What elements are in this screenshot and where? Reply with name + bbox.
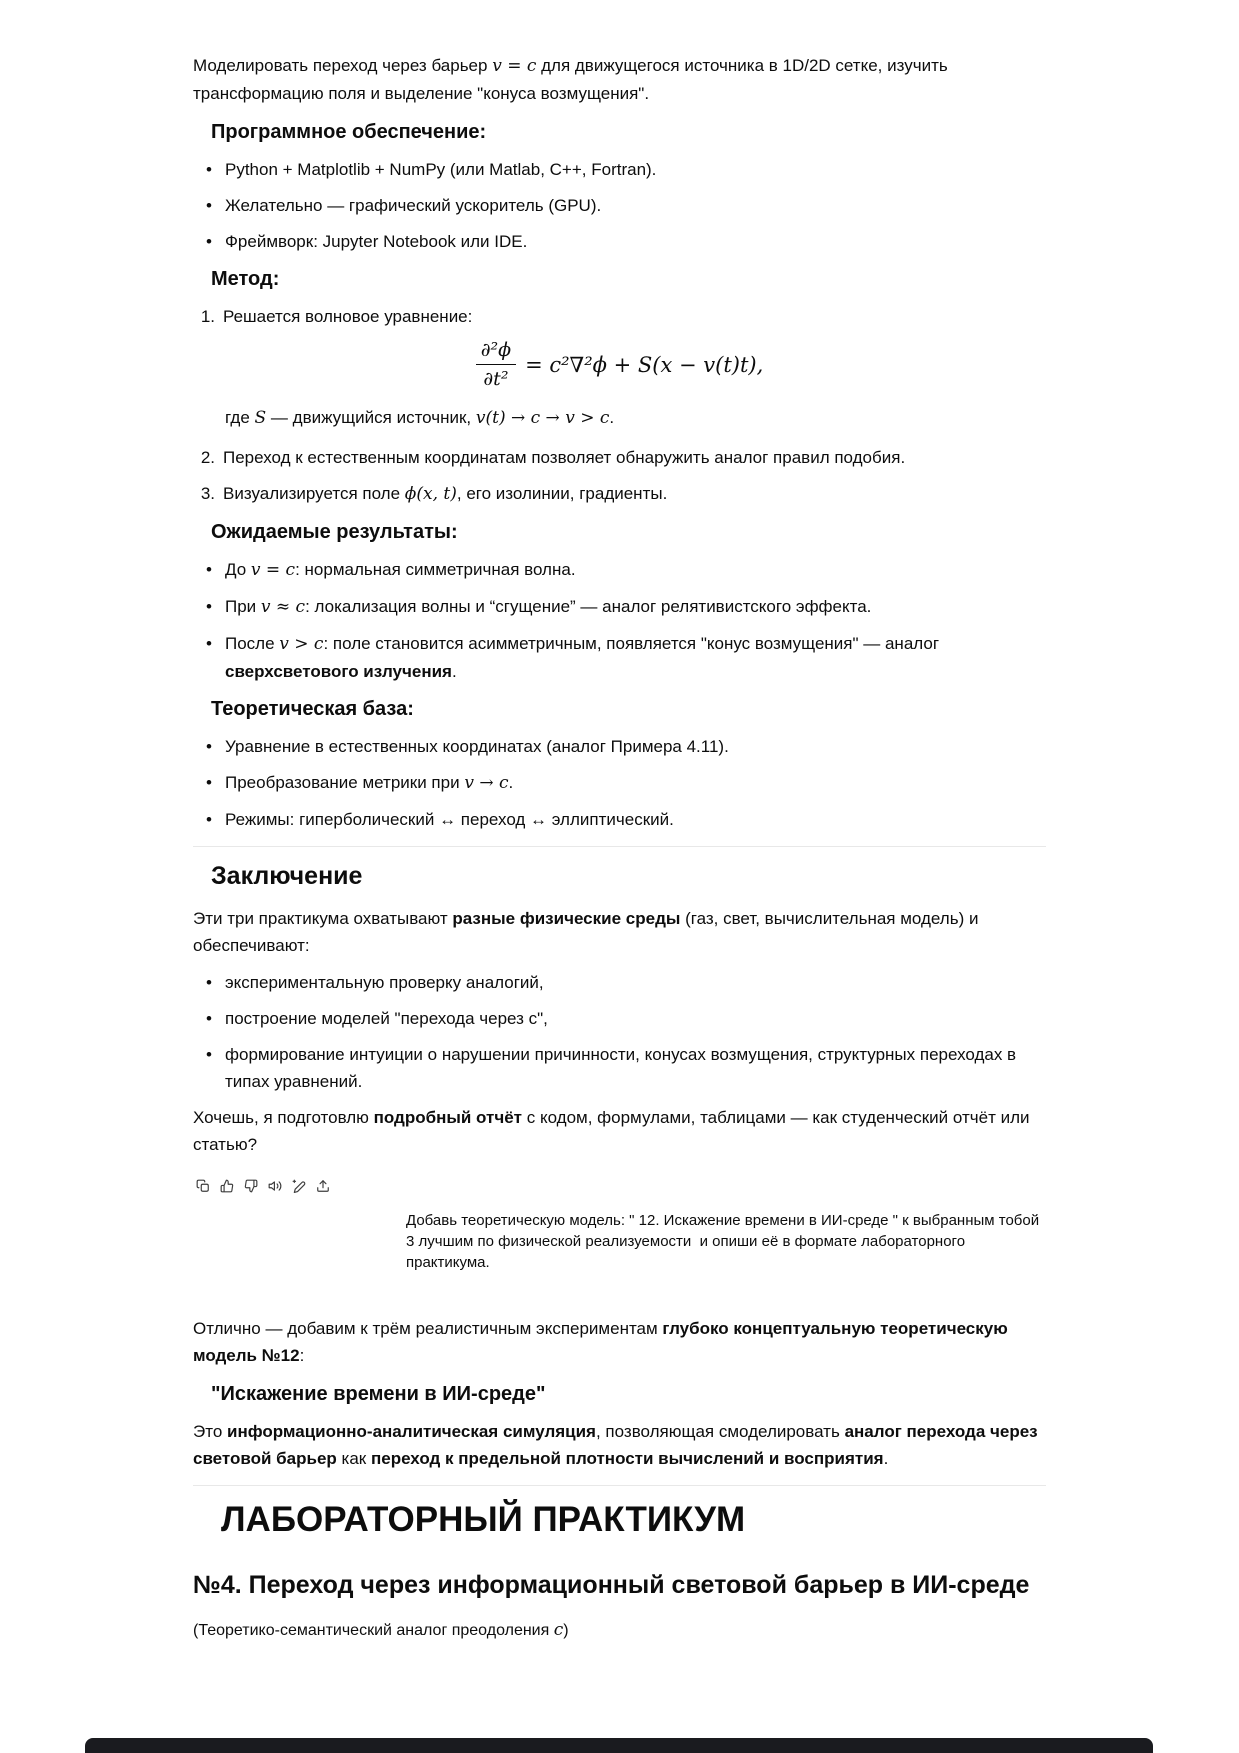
- text-run: Фреймворк: Jupyter Notebook или IDE.: [225, 232, 528, 251]
- text-run: : нормальная симметричная волна.: [295, 560, 576, 579]
- bullet-item: [193, 228, 1046, 255]
- inline-math: v(t) → c → v > c: [475, 408, 610, 428]
- inline-math: ϕ(x, t): [404, 484, 457, 504]
- bullet-dot: •: [206, 597, 212, 616]
- text-run: : поле становится асимметричным, появляется "конус возмущения" — аналог: [323, 634, 940, 653]
- read-aloud-icon[interactable]: [265, 1176, 285, 1196]
- share-icon[interactable]: [313, 1176, 333, 1196]
- fraction: [476, 339, 516, 390]
- list-item-text: [225, 769, 1046, 797]
- inline-math: v > c: [279, 634, 324, 654]
- model-title-heading: "Искажение времени в ИИ-среде": [211, 1383, 546, 1405]
- text-run: .: [451, 662, 457, 681]
- text-run: .: [883, 1449, 889, 1468]
- numbered-item: [193, 480, 1046, 508]
- expected-results-heading: Ожидаемые результаты:: [211, 521, 458, 543]
- bold-text: переход к предельной плотности вычислений и восприятия: [370, 1449, 884, 1468]
- user-message: Добавь теоретическую модель: " 12. Искажение времени в ИИ-среде " к выбранным тобой 3 лучшим по физической реализуемости и опиши её в формате лабораторного практикума.: [406, 1212, 1044, 1271]
- formula-rhs: = c²∇²ϕ + S(x − v(t)t),: [525, 352, 764, 377]
- text-run: При: [225, 597, 261, 616]
- edit-icon[interactable]: [289, 1176, 309, 1196]
- list-item-text: [225, 228, 1046, 255]
- bullet-item: [193, 769, 1046, 797]
- bullet-dot: •: [206, 634, 212, 653]
- list-number: 3.: [200, 484, 215, 503]
- bullet-item: [193, 806, 1046, 833]
- text-run: Переход к естественным координатам позволяет обнаружить аналог правил подобия.: [223, 448, 906, 467]
- text-run: Уравнение в естественных координатах (аналог Примера 4.11).: [225, 737, 729, 756]
- list-item-text: [223, 444, 1046, 471]
- bullet-dot: •: [206, 737, 212, 756]
- thumbs-up-icon[interactable]: [217, 1176, 237, 1196]
- experiment-4-heading: №4. Переход через информационный световой барьер в ИИ-среде: [193, 1571, 1030, 1599]
- numbered-item: [193, 444, 1046, 471]
- code-block-top-edge: [85, 1738, 1153, 1753]
- text-run: ): [563, 1622, 569, 1639]
- section-divider: [193, 1485, 1046, 1486]
- bullet-dot: •: [206, 810, 212, 829]
- bullet-dot: •: [206, 973, 212, 992]
- assistant-paragraph: [193, 905, 1046, 959]
- inline-math: v = c: [492, 56, 537, 76]
- text-run: (газ, свет, вычислительная модель) и обеспечивают:: [193, 909, 979, 955]
- inline-math: v ≈ c: [260, 597, 306, 617]
- formula-caption: [193, 404, 1046, 432]
- bullet-item: [193, 1041, 1046, 1095]
- bullet-item: [193, 593, 1046, 621]
- assistant-paragraph: [193, 1315, 1046, 1369]
- list-item-text: [225, 630, 1046, 685]
- copy-icon[interactable]: [193, 1176, 213, 1196]
- bold-text: информационно-аналитическая симуляция: [227, 1422, 596, 1441]
- bullet-item: [193, 630, 1046, 685]
- list-item-text: [225, 556, 1046, 584]
- software-heading: Программное обеспечение:: [211, 121, 487, 143]
- bold-text: глубоко концептуальную теоретическую модель №12: [193, 1319, 1008, 1365]
- text-run: экспериментальную проверку аналогий,: [225, 973, 544, 992]
- text-run: с кодом, формулами, таблицами — как студенческий отчёт или статью?: [193, 1108, 1030, 1154]
- conclusion-heading: Заключение: [211, 862, 363, 890]
- text-run: Python + Matplotlib + NumPy (или Matlab, C++, Fortran).: [225, 160, 657, 179]
- bullet-dot: •: [206, 560, 212, 579]
- text-run: , позволяющая смоделировать: [595, 1422, 845, 1441]
- bullet-dot: •: [206, 1045, 212, 1064]
- text-run: — движущийся источник,: [266, 408, 476, 427]
- bullet-dot: •: [206, 160, 212, 179]
- list-item-text: [225, 733, 1046, 760]
- list-number: 2.: [200, 448, 215, 467]
- bullet-dot: •: [206, 773, 212, 792]
- section-divider: [193, 846, 1046, 847]
- inline-math: S: [254, 408, 267, 428]
- text-run: Преобразование метрики при: [225, 773, 465, 792]
- text-run: для движущегося источника в 1D/2D сетке, изучить трансформацию поля и выделение "конуса возмущения".: [193, 56, 948, 103]
- lab-practicum-heading: ЛАБОРАТОРНЫЙ ПРАКТИКУМ: [221, 1500, 746, 1539]
- text-run: Режимы: гиперболический ↔ переход ↔ эллиптический.: [225, 810, 674, 829]
- text-run: Визуализируется поле: [223, 484, 405, 503]
- bullet-dot: •: [206, 1009, 212, 1028]
- text-run: Решается волновое уравнение:: [223, 307, 473, 326]
- list-item-text: [223, 480, 1046, 508]
- inline-math: v → c: [464, 773, 509, 793]
- intro-paragraph: [193, 52, 1046, 107]
- list-item-text: [225, 1041, 1046, 1095]
- experiment-4-subtitle: [193, 1618, 1046, 1643]
- bullet-dot: •: [206, 196, 212, 215]
- text-run: Моделировать переход через барьер: [193, 56, 493, 75]
- list-item-text: [225, 1005, 1046, 1032]
- text-run: Это: [193, 1422, 227, 1441]
- bullet-item: [193, 733, 1046, 760]
- list-item-text: [223, 303, 1046, 330]
- inline-math: c: [553, 1620, 564, 1640]
- theory-heading: Теоретическая база:: [211, 698, 414, 720]
- bold-text: сверхсветового излучения: [225, 662, 452, 681]
- assistant-paragraph: [193, 1418, 1046, 1472]
- text-run: : локализация волны и “сгущение” — аналог релятивистского эффекта.: [305, 597, 872, 616]
- list-item-text: [225, 593, 1046, 621]
- text-run: где: [225, 408, 255, 427]
- text-run: Отлично — добавим к трём реалистичным экспериментам: [193, 1319, 663, 1338]
- bold-text: аналог перехода через световой барьер: [193, 1422, 1038, 1468]
- fraction-numerator: ∂²ϕ: [476, 339, 516, 365]
- text-run: До: [225, 560, 251, 579]
- bullet-item: [193, 969, 1046, 996]
- text-run: Желательно — графический ускоритель (GPU).: [225, 196, 602, 215]
- text-run: Хочешь, я подготовлю: [193, 1108, 374, 1127]
- bullet-item: [193, 156, 1046, 183]
- text-run: Эти три практикума охватывают: [193, 909, 453, 928]
- wave-equation-formula: [193, 339, 1046, 390]
- text-run: как: [336, 1449, 371, 1468]
- thumbs-down-icon[interactable]: [241, 1176, 261, 1196]
- bullet-item: [193, 556, 1046, 584]
- bullet-item: [193, 1005, 1046, 1032]
- method-heading: Метод:: [211, 268, 280, 290]
- text-run: (Теоретико-семантический аналог преодоления: [193, 1622, 554, 1639]
- text-run: , его изолинии, градиенты.: [456, 484, 668, 503]
- list-number: 1.: [200, 307, 215, 326]
- conversation-content: [193, 0, 1046, 1643]
- text-run: .: [609, 408, 615, 427]
- inline-math: v = c: [250, 560, 296, 580]
- numbered-item: [193, 303, 1046, 330]
- text-run: .: [508, 773, 514, 792]
- list-item-text: [225, 156, 1046, 183]
- message-actions-toolbar: [193, 1176, 1046, 1196]
- bold-text: подробный отчёт: [373, 1108, 522, 1127]
- text-run: построение моделей "перехода через c",: [225, 1009, 548, 1028]
- assistant-paragraph: [193, 1104, 1046, 1158]
- bold-text: разные физические среды: [452, 909, 681, 928]
- list-item-text: [225, 192, 1046, 219]
- text-run: После: [225, 634, 280, 653]
- bullet-item: [193, 192, 1046, 219]
- bullet-dot: •: [206, 232, 212, 251]
- list-item-text: [225, 806, 1046, 833]
- text-run: формирование интуиции о нарушении причинности, конусах возмущения, структурных переходах в типах уравнений.: [225, 1045, 1017, 1091]
- text-run: :: [299, 1346, 305, 1365]
- list-item-text: [225, 969, 1046, 996]
- fraction-denominator: ∂t²: [483, 368, 509, 390]
